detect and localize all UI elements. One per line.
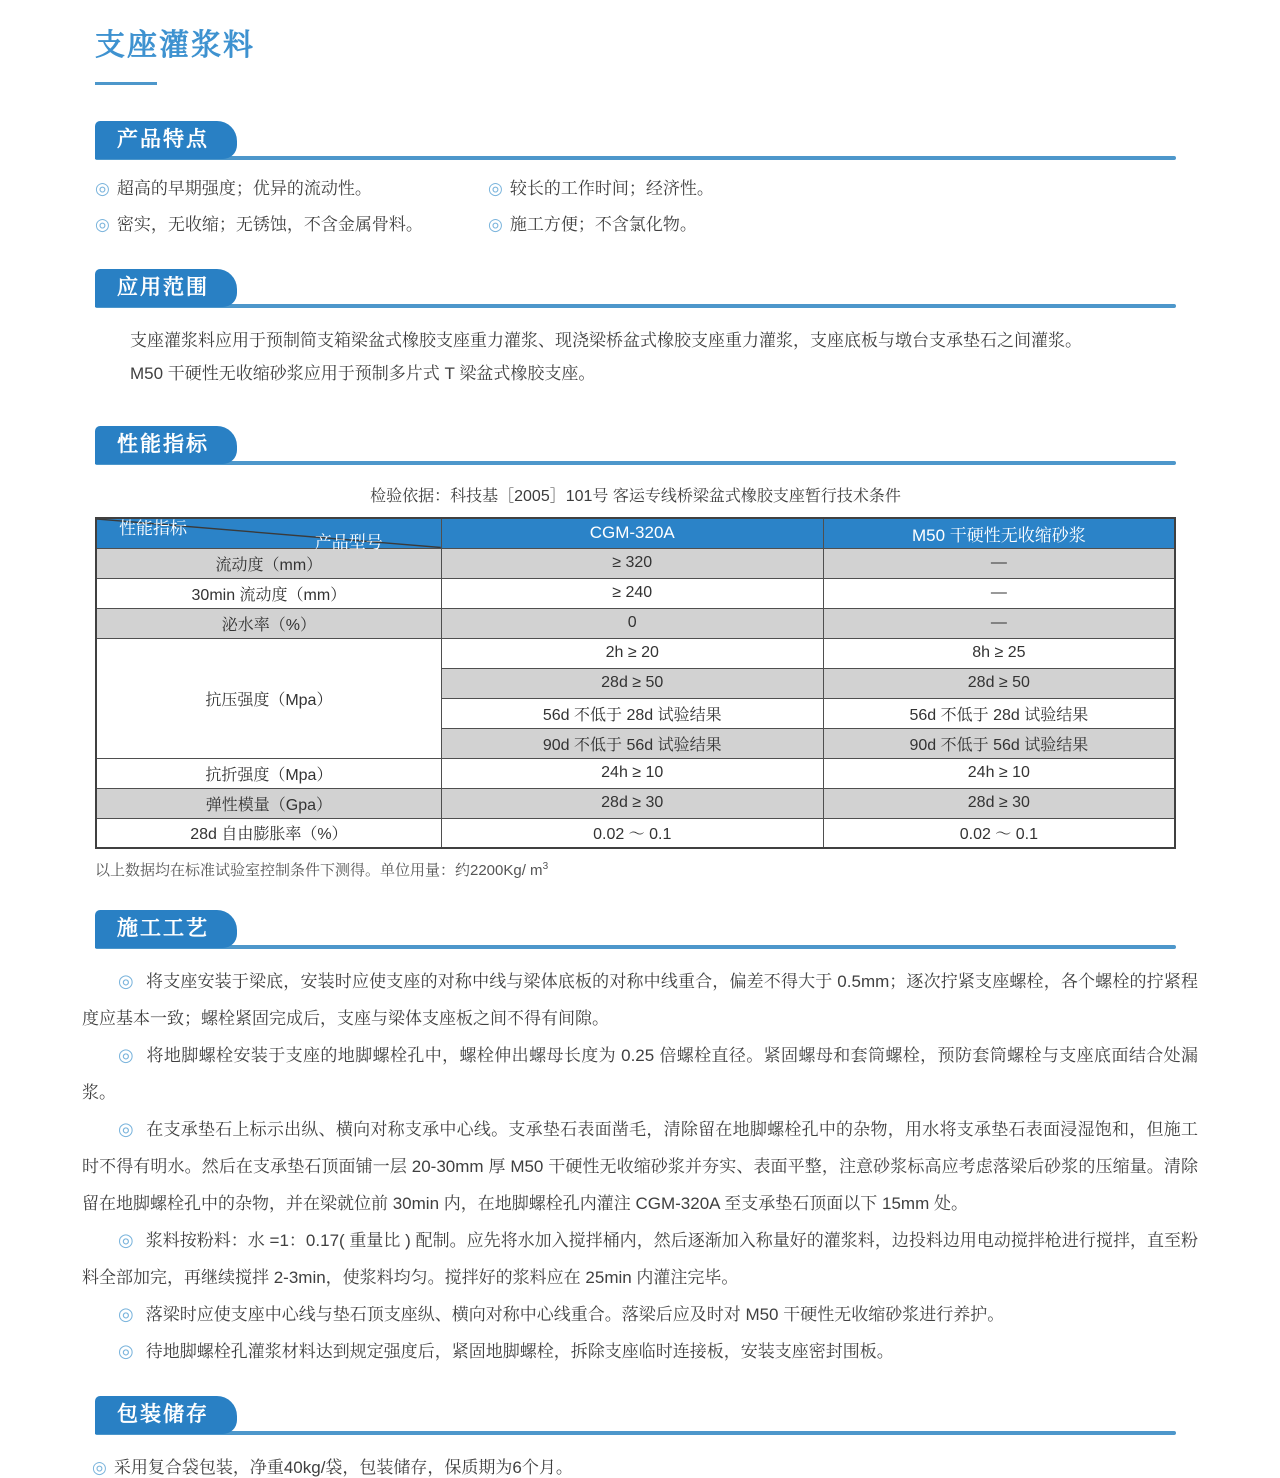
title-underline — [95, 82, 157, 85]
test-basis-line: 检验依据：科技基［2005］101号 客运专线桥梁盆式橡胶支座暂行技术条件 — [370, 488, 901, 505]
construction-step-text: 在支承垫石上标示出纵、横向对称支承中心线。支承垫石表面凿毛，清除留在地脚螺栓孔中的杂物，用水将支承垫石表面浸湿饱和，但施工时不得有明水。然后在支承垫石顶面铺一层 20-30mm 厚 M50 干硬性无收缩砂浆并夯实、表面平整，注意砂浆标高应考虑落梁后砂浆的压缩量。清除留在地脚螺栓孔中的杂物，并在梁就位前 30min 内，在地脚螺栓孔内灌注 CGM-320A 至支承垫石顶面以下 15mm 处。 — [82, 1120, 1198, 1213]
section-application-header — [95, 269, 1176, 308]
cell-value: 24h ≥ 10 — [823, 758, 1175, 788]
double-circle-icon: ◎ — [118, 1304, 139, 1324]
corner-label-performance-index: 性能指标 — [119, 518, 187, 538]
table-row — [96, 638, 1175, 668]
construction-paragraphs — [82, 963, 1198, 1370]
cell-value: 0.02 ～ 0.1 — [823, 818, 1175, 848]
cell-value: 28d ≥ 50 — [441, 668, 823, 698]
cell-value: 24h ≥ 10 — [441, 758, 823, 788]
section-performance-header — [95, 426, 1176, 465]
feature-item — [488, 210, 1176, 235]
row-label-compressive-strength: 抗压强度（Mpa） — [96, 638, 441, 758]
double-circle-icon: ◎ — [95, 215, 110, 234]
corner-label-product-model: 产品型号 — [314, 533, 383, 552]
table-row — [96, 578, 1175, 608]
feature-item — [488, 174, 1176, 199]
construction-step-text: 待地脚螺栓孔灌浆材料达到规定强度后，紧固地脚螺栓，拆除支座临时连接板，安装支座密封围板。 — [145, 1342, 894, 1361]
double-circle-icon: ◎ — [118, 1119, 140, 1139]
section-features-badge: 产品特点 — [95, 121, 237, 159]
construction-step — [82, 1111, 1198, 1222]
cell-value: — — [823, 608, 1175, 638]
footnote-superscript: 3 — [542, 861, 549, 872]
application-paragraph: M50 干硬性无收缩砂浆应用于预制多片式 T 梁盆式橡胶支座。 — [130, 364, 596, 383]
cell-value: — — [823, 548, 1175, 578]
section-features-header — [95, 121, 1176, 160]
feature-text: 较长的工作时间；经济性。 — [509, 179, 714, 198]
application-paragraph: 支座灌浆料应用于预制简支箱梁盆式橡胶支座重力灌浆、现浇梁桥盆式橡胶支座重力灌浆，支座底板与墩台支承垫石之间灌浆。 — [130, 331, 1082, 350]
section-packaging-badge: 包装储存 — [95, 1396, 237, 1434]
section-construction-badge: 施工工艺 — [95, 910, 237, 948]
feature-text: 施工方便；不含氯化物。 — [509, 215, 697, 234]
feature-text: 超高的早期强度；优异的流动性。 — [116, 179, 372, 198]
double-circle-icon: ◎ — [488, 215, 503, 234]
construction-step-text: 将地脚螺栓安装于支座的地脚螺栓孔中，螺栓伸出螺母长度为 0.25 倍螺栓直径。紧固螺母和套筒螺栓，预防套筒螺栓与支座底面结合处漏浆。 — [82, 1046, 1199, 1102]
double-circle-icon: ◎ — [92, 1458, 107, 1477]
feature-item — [95, 210, 488, 235]
section-rule — [95, 1431, 1176, 1435]
packaging-text: 采用复合袋包装，净重40kg/袋，包装储存，保质期为6个月。 — [113, 1458, 573, 1477]
table-row — [96, 548, 1175, 578]
construction-step — [82, 1296, 1198, 1333]
construction-step — [82, 1333, 1198, 1370]
column-header-cgm320a: CGM-320A — [441, 518, 823, 548]
section-rule — [95, 156, 1176, 160]
double-circle-icon: ◎ — [118, 1341, 139, 1361]
table-row — [96, 788, 1175, 818]
packaging-item — [92, 1453, 1198, 1478]
cell-value: 2h ≥ 20 — [441, 638, 823, 668]
table-row — [96, 608, 1175, 638]
construction-step-text: 将支座安装于梁底，安装时应使支座的对称中线与梁体底板的对称中线重合，偏差不得大于 0.5mm；逐次拧紧支座螺栓，各个螺栓的拧紧程度应基本一致；螺栓紧固完成后，支座与梁体支座板之间不得有间隙。 — [82, 972, 1198, 1028]
row-label: 流动度（mm） — [96, 548, 441, 578]
section-performance-badge: 性能指标 — [95, 426, 237, 464]
cell-value: — — [823, 578, 1175, 608]
construction-step-text: 落梁时应使支座中心线与垫石顶支座纵、横向对称中心线重合。落梁后应及时对 M50 干硬性无收缩砂浆进行养护。 — [145, 1305, 1005, 1324]
double-circle-icon: ◎ — [488, 179, 503, 198]
table-footnote — [95, 859, 1176, 880]
cell-value: 28d ≥ 30 — [441, 788, 823, 818]
row-label: 30min 流动度（mm） — [96, 578, 441, 608]
row-label: 泌水率（%） — [96, 608, 441, 638]
double-circle-icon: ◎ — [95, 179, 110, 198]
features-list — [95, 174, 1176, 235]
table-header-row — [96, 518, 1175, 548]
performance-table — [95, 517, 1176, 849]
section-application-badge: 应用范围 — [95, 269, 237, 307]
construction-step — [82, 1222, 1198, 1296]
cell-value: 28d ≥ 30 — [823, 788, 1175, 818]
cell-value: ≥ 320 — [441, 548, 823, 578]
section-rule — [95, 304, 1176, 308]
application-paragraphs — [95, 324, 1176, 390]
section-rule — [95, 945, 1176, 949]
cell-value: 90d 不低于 56d 试验结果 — [823, 728, 1175, 758]
feature-text: 密实，无收缩；无锈蚀，不含金属骨料。 — [116, 215, 423, 234]
section-packaging-header — [95, 1396, 1176, 1435]
row-label: 弹性模量（Gpa） — [96, 788, 441, 818]
page-title: 支座灌浆料 — [95, 29, 255, 62]
section-construction-header — [95, 910, 1176, 949]
double-circle-icon: ◎ — [118, 1045, 140, 1065]
cell-value: 56d 不低于 28d 试验结果 — [441, 698, 823, 728]
table-row — [96, 818, 1175, 848]
cell-value: 0 — [441, 608, 823, 638]
cell-value: ≥ 240 — [441, 578, 823, 608]
cell-value: 8h ≥ 25 — [823, 638, 1175, 668]
double-circle-icon: ◎ — [118, 971, 140, 991]
cell-value: 90d 不低于 56d 试验结果 — [441, 728, 823, 758]
cell-value: 56d 不低于 28d 试验结果 — [823, 698, 1175, 728]
row-label: 抗折强度（Mpa） — [96, 758, 441, 788]
feature-item — [95, 174, 488, 199]
cell-value: 28d ≥ 50 — [823, 668, 1175, 698]
construction-step — [82, 1037, 1198, 1111]
footnote-text: 以上数据均在标准试验室控制条件下测得。单位用量：约2200Kg/ m — [95, 862, 543, 879]
column-header-m50: M50 干硬性无收缩砂浆 — [823, 518, 1175, 548]
section-rule — [95, 461, 1176, 465]
construction-step — [82, 963, 1198, 1037]
row-label: 28d 自由膨胀率（%） — [96, 818, 441, 848]
construction-step-text: 浆料按粉料：水 =1：0.17( 重量比 ) 配制。应先将水加入搅拌桶内，然后逐渐加入称量好的灌浆料，边投料边用电动搅拌枪进行搅拌，直至粉料全部加完，再继续搅拌 2-3min，使浆料均匀。搅拌好的浆料应在 25min 内灌注完毕。 — [82, 1231, 1198, 1287]
double-circle-icon: ◎ — [118, 1230, 139, 1250]
cell-value: 0.02 ～ 0.1 — [441, 818, 823, 848]
table-row — [96, 758, 1175, 788]
diagonal-header-cell — [96, 518, 441, 552]
